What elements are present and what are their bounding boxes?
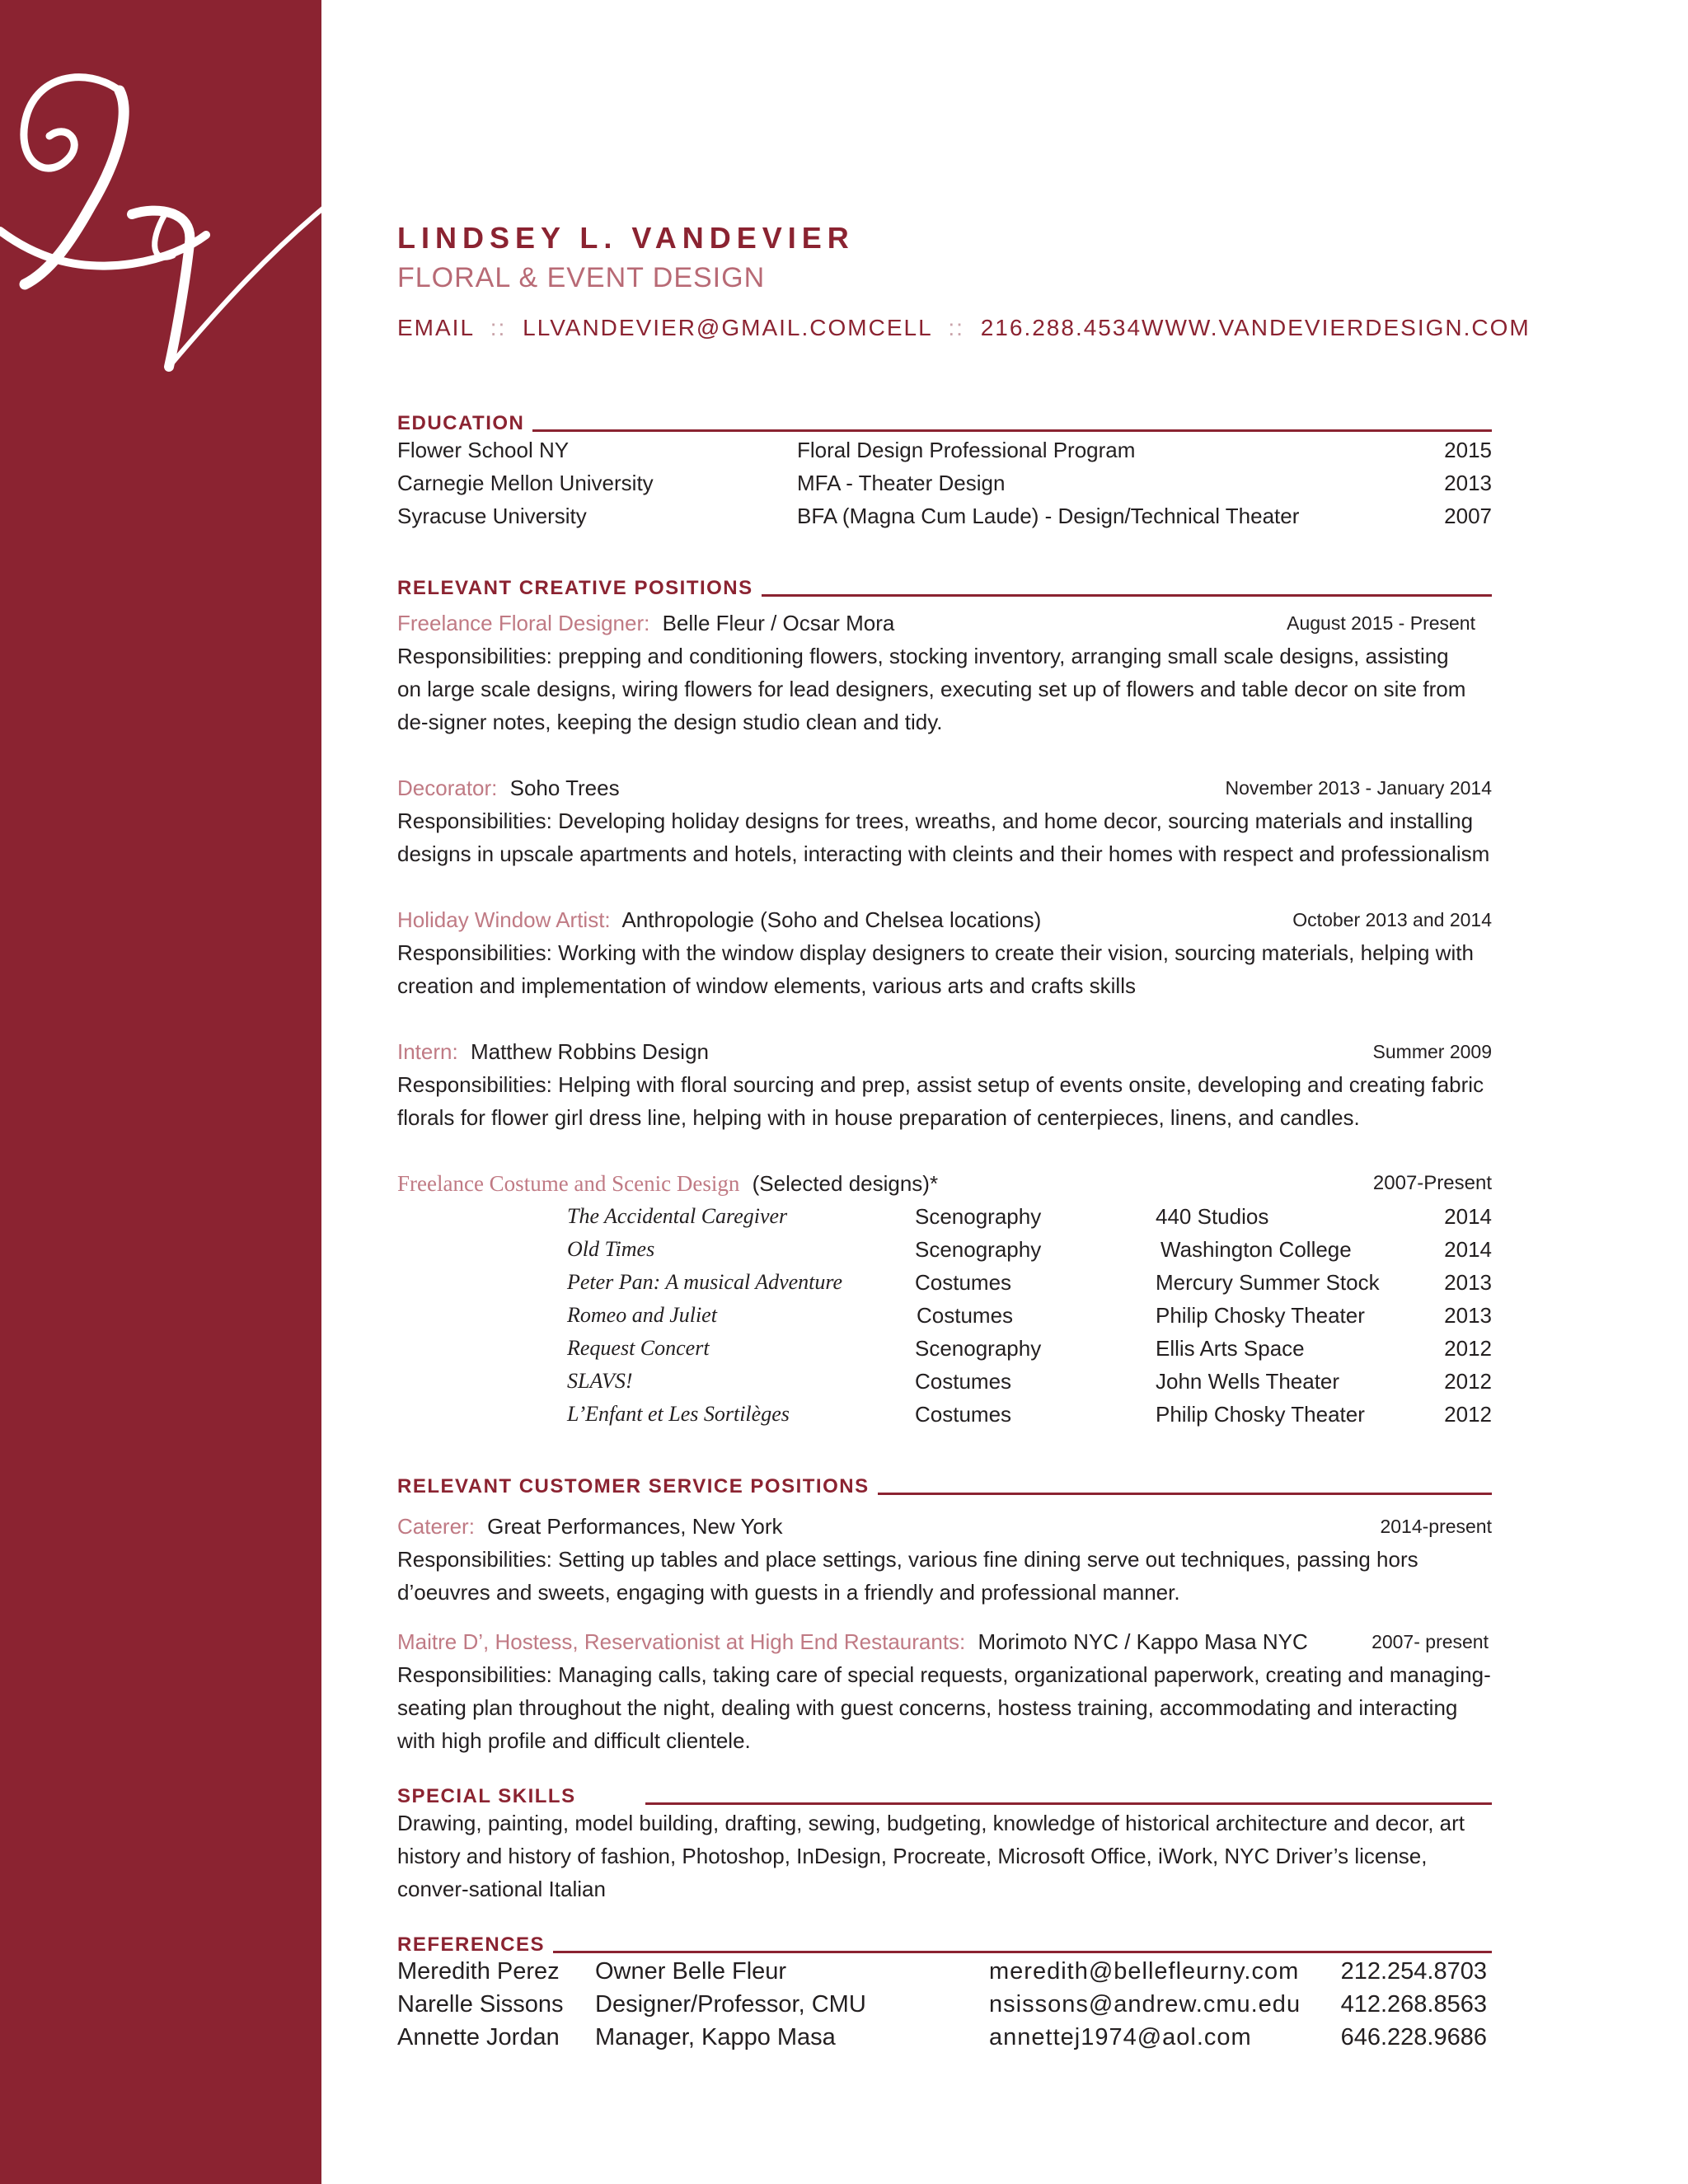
cell-value: 216.288.4534 (980, 315, 1142, 340)
position-date: August 2015 - Present (1287, 612, 1475, 634)
position-org: Anthropologie (Soho and Chelsea locations) (621, 907, 1042, 932)
position-role: Holiday Window Artist: (397, 907, 611, 932)
reference-phone: 412.268.8563 (1340, 1991, 1487, 2018)
costume-role: Freelance Costume and Scenic Design (397, 1171, 740, 1196)
position-header (397, 771, 1492, 804)
education-program: BFA (Magna Cum Laude) - Design/Technical Theater (797, 504, 1300, 528)
email-label: EMAIL (397, 315, 474, 340)
contact-cell (869, 315, 1142, 341)
education-year: 2007 (1444, 504, 1492, 528)
education-heading (397, 404, 1492, 434)
production-year: 2012 (1444, 1369, 1492, 1394)
production-title: Old Times (567, 1237, 655, 1261)
costume-header (397, 1167, 1492, 1200)
section-rule (878, 1493, 1492, 1495)
position-role: Freelance Floral Designer: (397, 611, 650, 635)
service-heading (397, 1467, 1492, 1497)
position-date: October 2013 and 2014 (1292, 909, 1492, 930)
reference-email[interactable]: annettej1974@aol.com (989, 2024, 1252, 2050)
reference-title: Manager, Kappo Masa (595, 2024, 836, 2050)
production-title: The Accidental Caregiver (567, 1204, 788, 1228)
production-title: Request Concert (567, 1336, 710, 1360)
production-type: Costumes (915, 1402, 1012, 1427)
lv-monogram-logo (0, 66, 445, 379)
position-role: Caterer: (397, 1514, 475, 1539)
production-venue: 440 Studios (1156, 1204, 1269, 1229)
production-type: Scenography (915, 1336, 1042, 1361)
resume-name: LINDSEY L. VANDEVIER (397, 221, 855, 255)
contact-email (397, 315, 869, 341)
production-title: L’Enfant et Les Sortilèges (567, 1402, 790, 1426)
production-type: Costumes (917, 1303, 1014, 1328)
position-date: 2014-present (1380, 1516, 1492, 1537)
education-title: EDUCATION (397, 412, 525, 434)
education-school: Flower School NY (397, 438, 570, 462)
production-title: Peter Pan: A musical Adventure (567, 1270, 843, 1294)
position-responsibilities: Responsibilities: Developing holiday designs for trees, wreaths, and home decor, sourcing materials and installing designs in upscale apartments and hotels, interacting with cleints and their homes with respect and professionalism (397, 808, 1490, 866)
skills-heading (397, 1777, 1492, 1807)
position-role: Decorator: (397, 776, 498, 800)
education-program: Floral Design Professional Program (797, 438, 1136, 462)
skills-text: Drawing, painting, model building, drafting, sewing, budgeting, knowledge of historical architecture and decor, art history and history of fashion, Photoshop, InDesign, Procreate, Microsoft Office, iWork, NYC Driver’s license, conver-sational Italian (397, 1811, 1465, 1901)
production-year: 2012 (1444, 1336, 1492, 1361)
production-venue: Philip Chosky Theater (1156, 1402, 1365, 1427)
email-value[interactable]: LLVANDEVIER@GMAIL.COM (523, 315, 869, 340)
production-year: 2014 (1444, 1237, 1492, 1262)
position-org: Morimoto NYC / Kappo Masa NYC (978, 1629, 1308, 1654)
position-responsibilities: Responsibilities: Managing calls, taking care of special requests, organizational paperwork, creating and managing-seating plan throughout the night, dealing with guest concerns, hostess training, accommodating and interacting with high profile and difficult clientele. (397, 1662, 1491, 1753)
education-school: Carnegie Mellon University (397, 471, 654, 495)
production-type: Scenography (915, 1204, 1042, 1229)
reference-title: Designer/Professor, CMU (595, 1991, 866, 2018)
costume-date: 2007-Present (1372, 1172, 1492, 1194)
position-org: Belle Fleur / Ocsar Mora (662, 611, 895, 635)
section-rule (553, 1951, 1492, 1953)
position-role: Intern: (397, 1039, 458, 1064)
email-separator: :: (490, 315, 507, 340)
position-responsibilities: Responsibilities: prepping and conditioning flowers, stocking inventory, arranging small scale designs, assisting on large scale designs, wiring flowers for lead designers, executing set up of flowers and table decor on site from de-signer notes, keeping the design studio clean and tidy. (397, 644, 1466, 734)
position-header (397, 903, 1492, 936)
production-type: Scenography (915, 1237, 1042, 1262)
position-responsibilities: Responsibilities: Working with the window display designers to create their vision, sourcing materials, helping with creation and implementation of window elements, various arts and crafts skills (397, 940, 1474, 998)
position-date: Summer 2009 (1372, 1041, 1492, 1062)
reference-phone: 212.254.8703 (1340, 1958, 1487, 1985)
production-year: 2012 (1444, 1402, 1492, 1427)
production-venue: Washington College (1160, 1237, 1352, 1262)
costume-note: (Selected designs)* (752, 1171, 939, 1196)
position-header (397, 607, 1475, 640)
education-year: 2015 (1444, 438, 1492, 462)
education-program: MFA - Theater Design (797, 471, 1006, 495)
production-type: Costumes (915, 1270, 1012, 1295)
position-org: Soho Trees (509, 776, 620, 800)
cell-separator: :: (948, 315, 964, 340)
section-rule (532, 429, 1492, 432)
position-org: Great Performances, New York (487, 1514, 783, 1539)
reference-email[interactable]: nsissons@andrew.cmu.edu (989, 1991, 1301, 2018)
cell-label: CELL (868, 315, 932, 340)
production-venue: John Wells Theater (1156, 1369, 1340, 1394)
production-year: 2013 (1444, 1270, 1492, 1295)
education-year: 2013 (1444, 471, 1492, 495)
reference-phone: 646.228.9686 (1340, 2024, 1487, 2050)
position-role: Maitre D’, Hostess, Reservationist at High End Restaurants: (397, 1629, 966, 1654)
production-title: SLAVS! (567, 1369, 633, 1393)
position-header (397, 1035, 1492, 1068)
education-school: Syracuse University (397, 504, 587, 528)
production-venue: Ellis Arts Space (1156, 1336, 1305, 1361)
position-responsibilities: Responsibilities: Setting up tables and place settings, various fine dining serve out techniques, passing hors d’oeuvres and sweets, engaging with guests in a friendly and professional manner. (397, 1547, 1418, 1605)
position-date: November 2013 - January 2014 (1225, 777, 1492, 799)
production-venue: Philip Chosky Theater (1156, 1303, 1365, 1328)
reference-name: Annette Jordan (397, 2024, 560, 2050)
creative-heading (397, 569, 1492, 598)
references-title: REFERENCES (397, 1933, 546, 1956)
position-header (397, 1510, 1492, 1543)
reference-email[interactable]: meredith@bellefleurny.com (989, 1958, 1300, 1985)
website-link[interactable]: WWW.VANDEVIERDESIGN.COM (1142, 315, 1531, 340)
reference-title: Owner Belle Fleur (595, 1958, 787, 1985)
production-year: 2014 (1444, 1204, 1492, 1229)
position-header (397, 1625, 1489, 1658)
section-rule (762, 594, 1492, 597)
creative-title: RELEVANT CREATIVE POSITIONS (397, 577, 753, 599)
reference-name: Narelle Sissons (397, 1991, 564, 2018)
production-year: 2013 (1444, 1303, 1492, 1328)
production-type: Costumes (915, 1369, 1012, 1394)
references-heading (397, 1925, 1492, 1955)
skills-title: SPECIAL SKILLS (397, 1785, 576, 1807)
position-date: 2007- present (1372, 1631, 1489, 1652)
production-title: Romeo and Juliet (567, 1303, 717, 1327)
section-rule (645, 1802, 1492, 1805)
service-title: RELEVANT CUSTOMER SERVICE POSITIONS (397, 1475, 870, 1497)
contact-line (397, 315, 1531, 341)
position-responsibilities: Responsibilities: Helping with floral sourcing and prep, assist setup of events onsite, developing and creating fabric florals for flower girl dress line, helping with in house preparation of centerpieces, linens, and candles. (397, 1072, 1484, 1130)
resume-subtitle: FLORAL & EVENT DESIGN (397, 262, 766, 293)
reference-name: Meredith Perez (397, 1958, 560, 1985)
production-venue: Mercury Summer Stock (1156, 1270, 1380, 1295)
position-org: Matthew Robbins Design (470, 1039, 709, 1064)
